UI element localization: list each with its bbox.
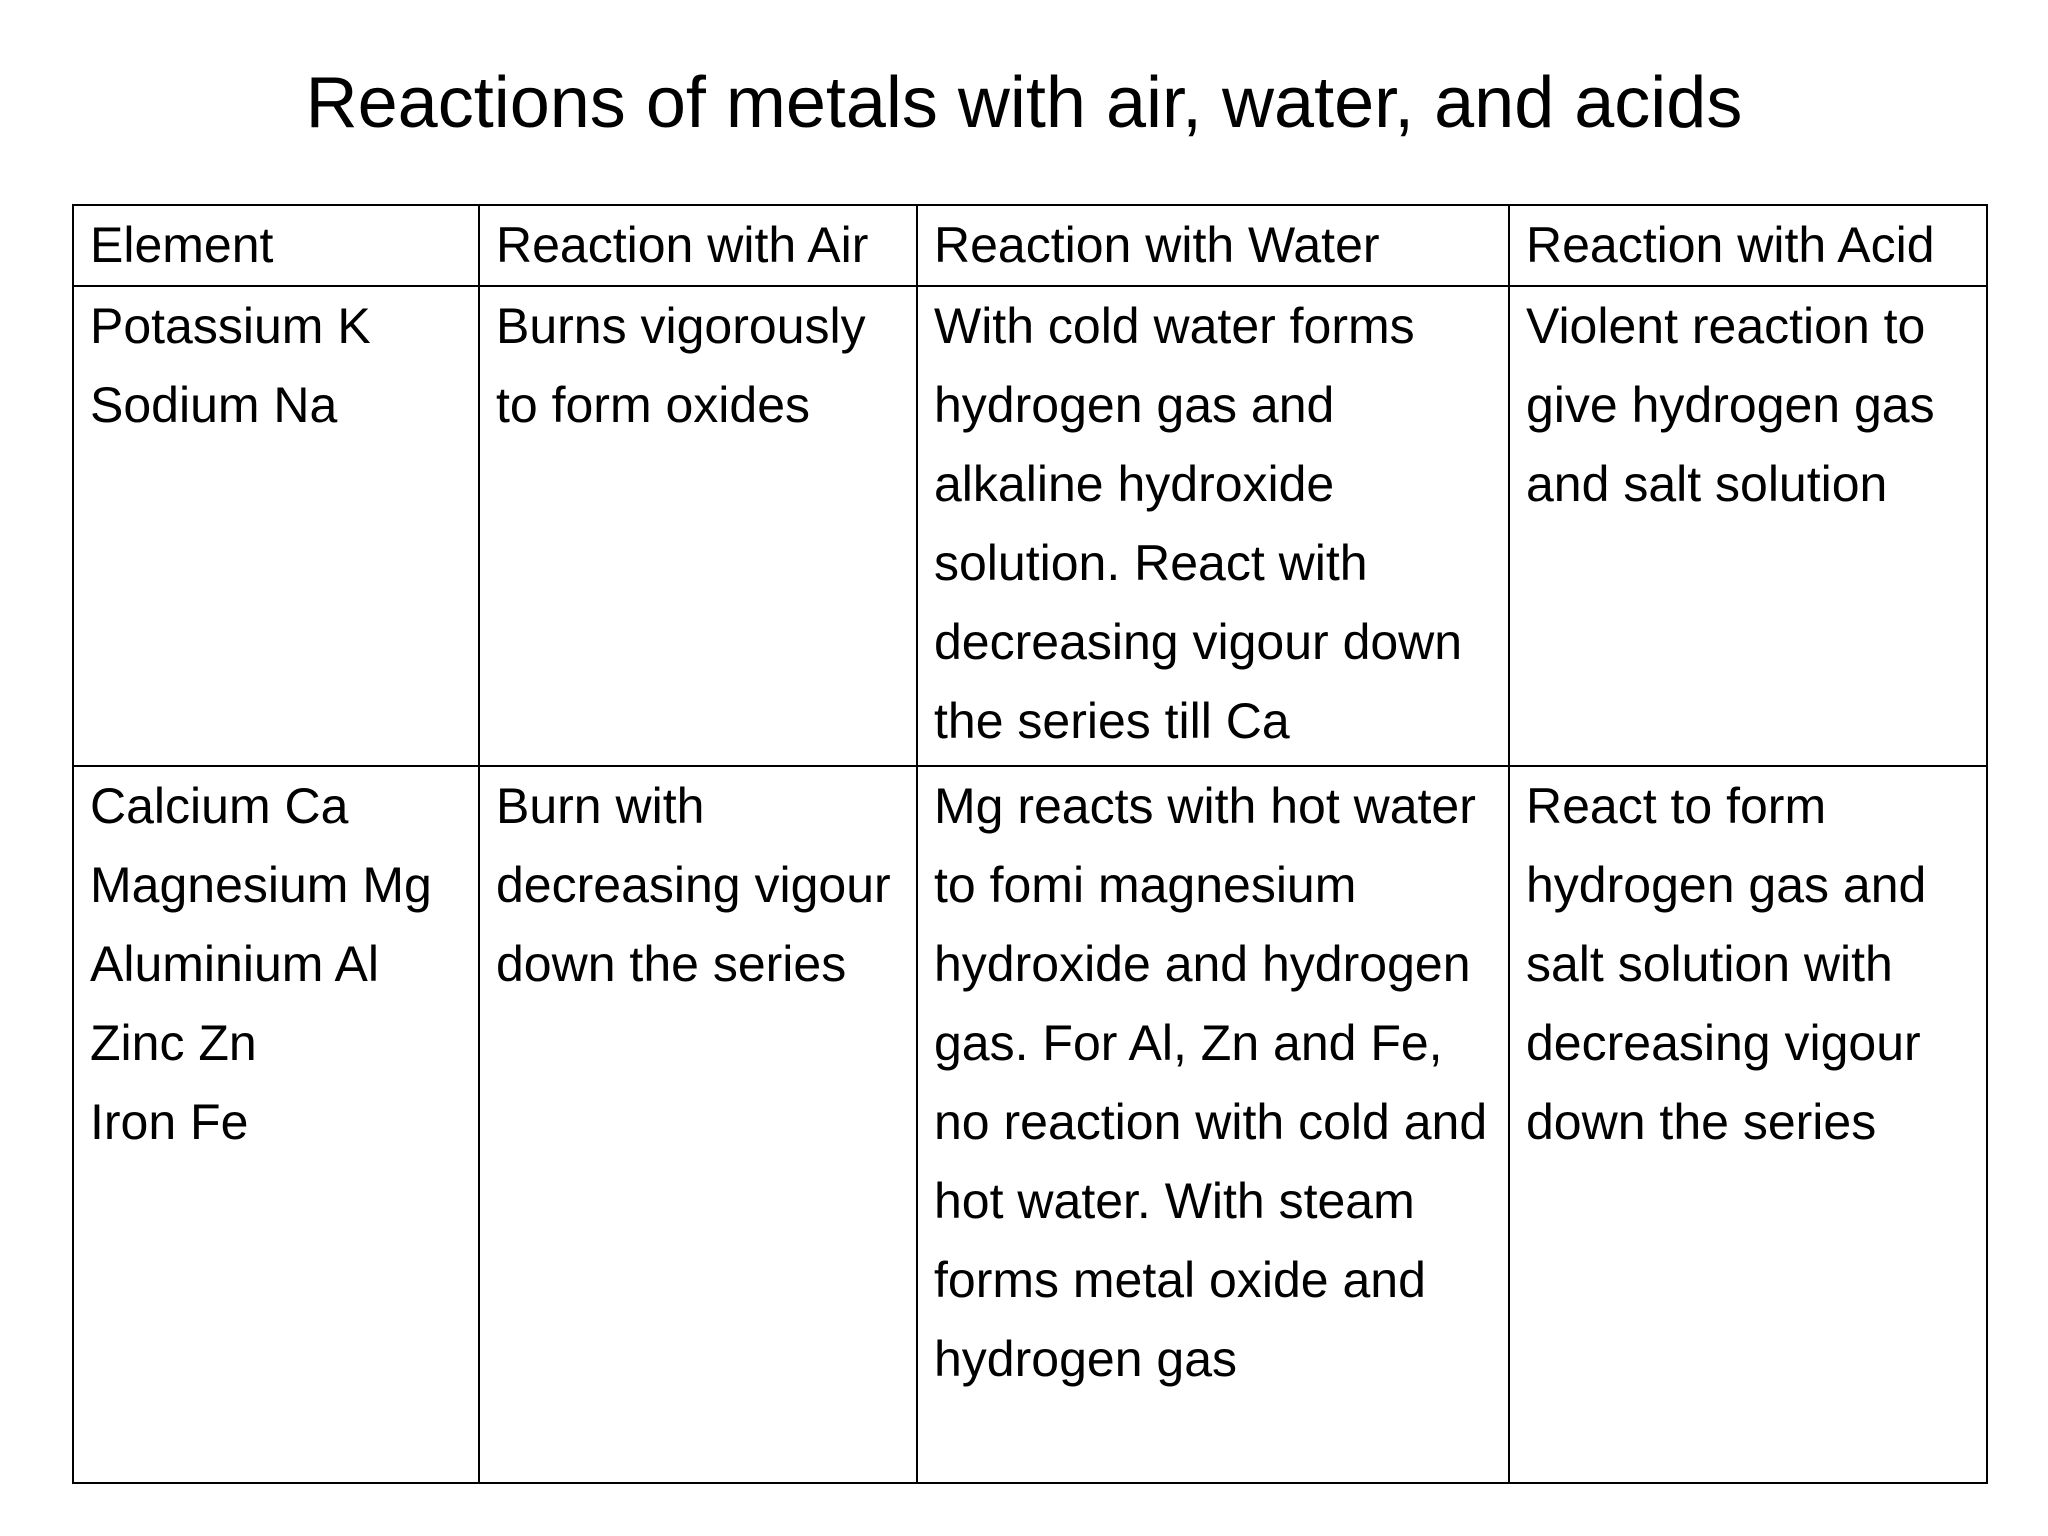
table-header-row	[73, 205, 1987, 286]
table-row	[73, 766, 1987, 1483]
page-title: Reactions of metals with air, water, and acids	[305, 63, 1743, 143]
element-name: Calcium Ca	[90, 778, 349, 834]
reactions-table	[72, 204, 1988, 1484]
water-reaction-cell: Mg reacts with hot water to fomi magnesium hydroxide and hydrogen gas. For Al, Zn and Fe, no reaction with cold and hot water. With steam forms metal oxide and hydrogen gas	[917, 766, 1509, 1483]
element-name: Zinc Zn	[90, 1015, 257, 1071]
acid-reaction-cell: Violent reaction to give hydrogen gas and salt solution	[1509, 286, 1987, 766]
element-name: Magnesium Mg	[90, 857, 432, 913]
water-reaction-cell: With cold water forms hydrogen gas and alkaline hydroxide solution. React with decreasing vigour down the series till Ca	[917, 286, 1509, 766]
element-name: Sodium Na	[90, 377, 338, 433]
air-reaction-cell: Burn with decreasing vigour down the series	[479, 766, 917, 1483]
header-element: Element	[73, 205, 479, 286]
element-name: Iron Fe	[90, 1094, 249, 1150]
reactions-table-container	[72, 204, 1986, 1484]
header-reaction-with-water: Reaction with Water	[917, 205, 1509, 286]
header-reaction-with-air: Reaction with Air	[479, 205, 917, 286]
element-name: Potassium K	[90, 298, 371, 354]
table-row	[73, 286, 1987, 766]
element-cell	[73, 766, 479, 1483]
element-name: Aluminium Al	[90, 936, 379, 992]
element-cell	[73, 286, 479, 766]
acid-reaction-cell: React to form hydrogen gas and salt solution with decreasing vigour down the series	[1509, 766, 1987, 1483]
air-reaction-cell: Burns vigorously to form oxides	[479, 286, 917, 766]
header-reaction-with-acid: Reaction with Acid	[1509, 205, 1987, 286]
